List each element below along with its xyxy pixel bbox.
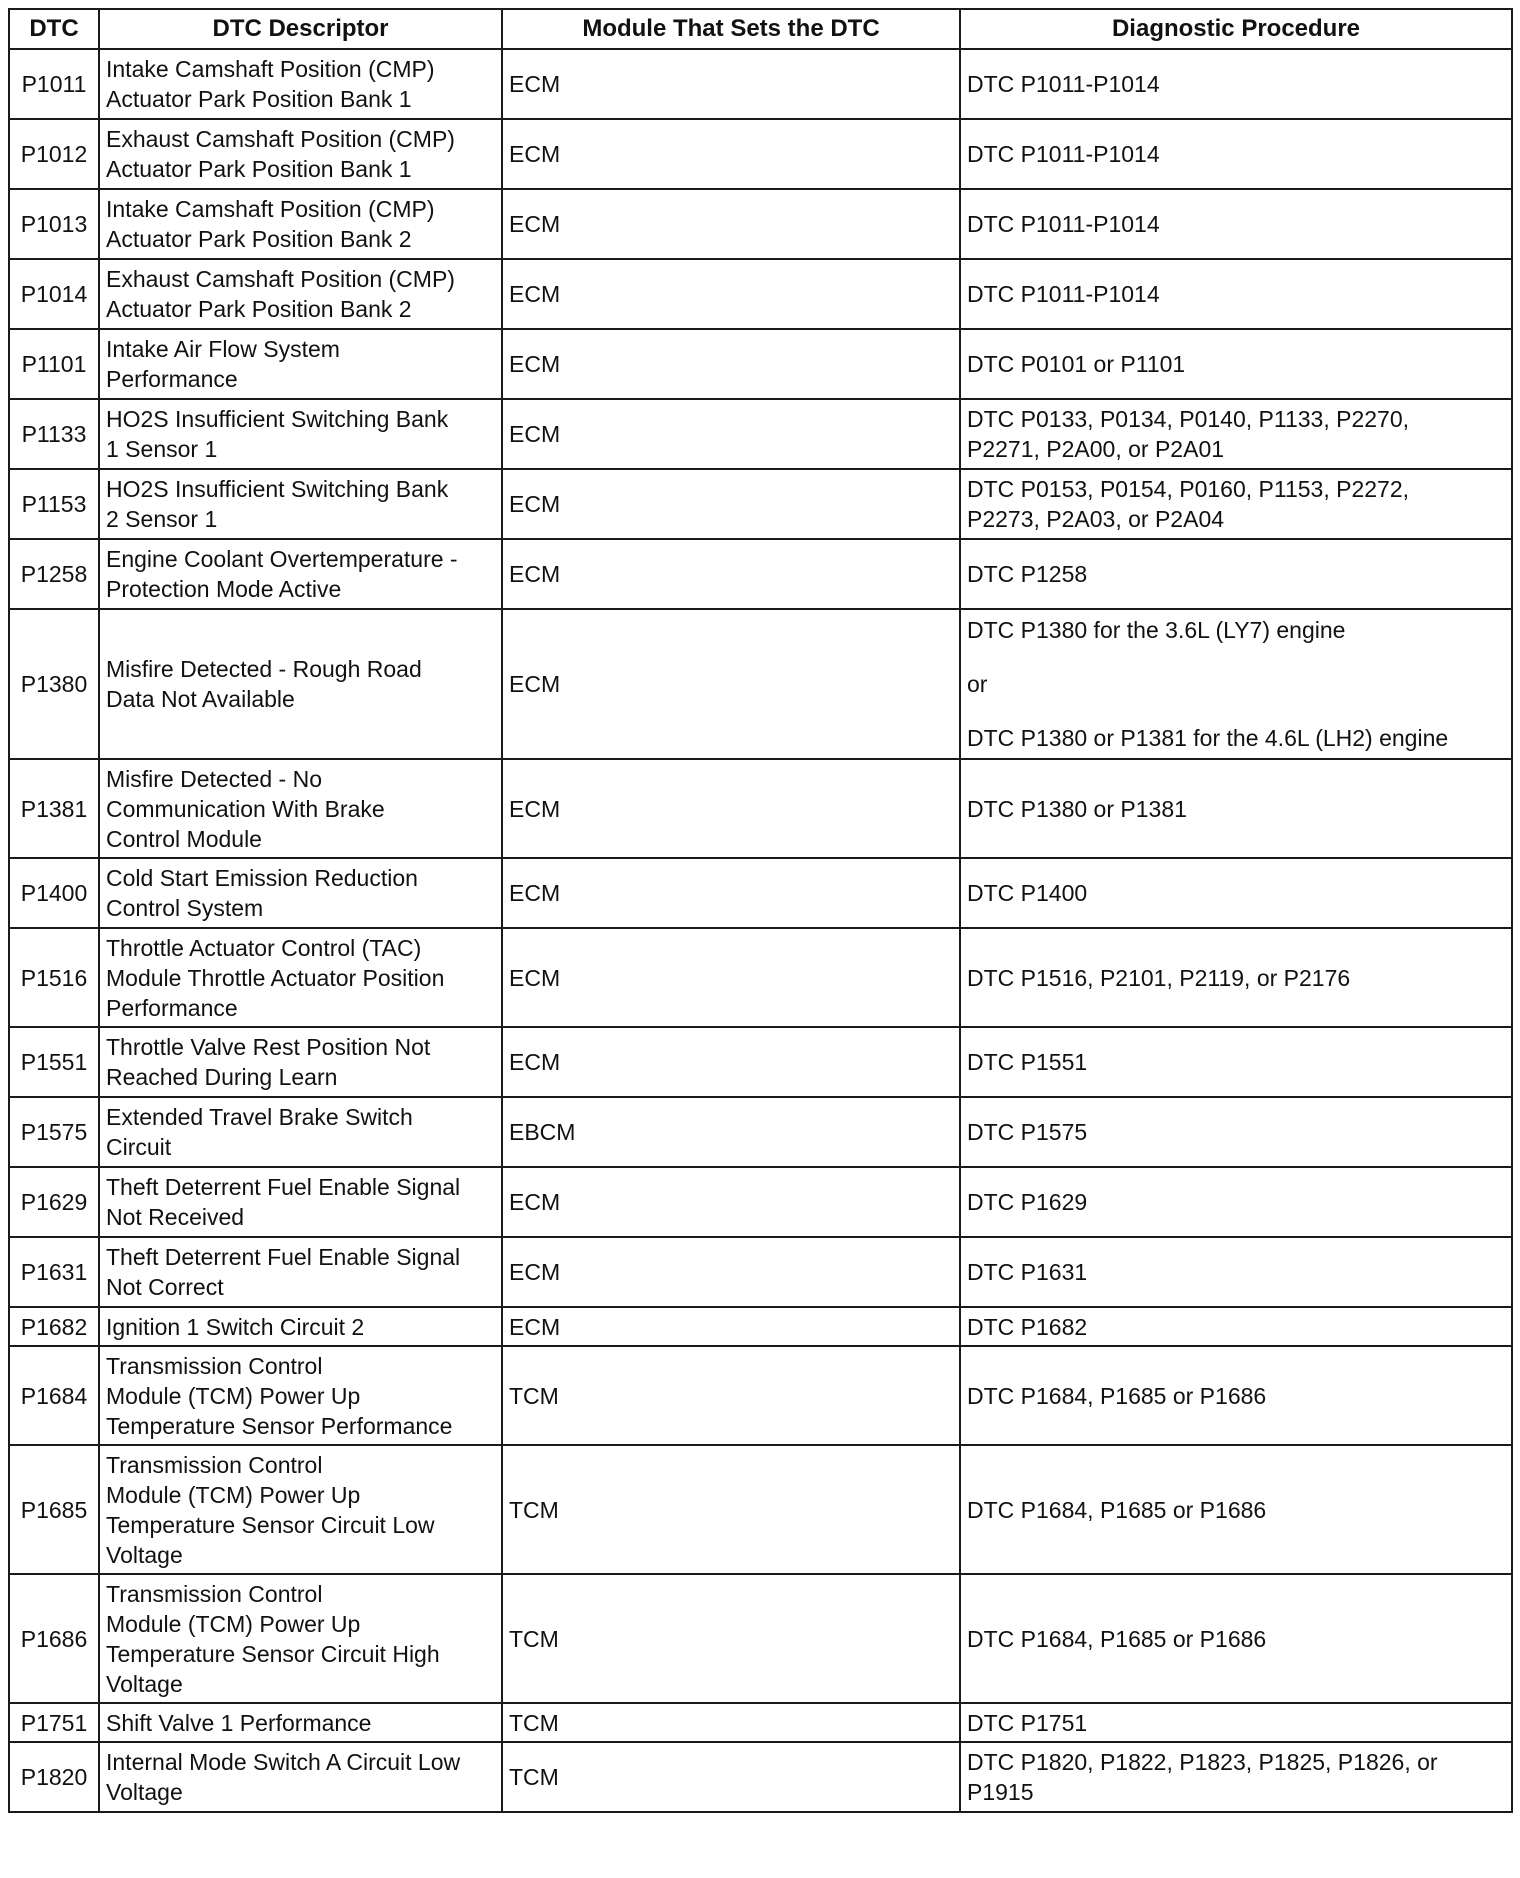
dtc-procedure: DTC P1400 — [960, 858, 1512, 928]
dtc-module: ECM — [502, 329, 960, 399]
dtc-code: P1400 — [9, 858, 99, 928]
dtc-procedure: DTC P1551 — [960, 1027, 1512, 1097]
dtc-module: ECM — [502, 539, 960, 609]
dtc-code: P1629 — [9, 1167, 99, 1237]
table-row — [9, 49, 1512, 119]
dtc-descriptor: Intake Air Flow System Performance — [99, 329, 502, 399]
dtc-code: P1011 — [9, 49, 99, 119]
dtc-module: ECM — [502, 1237, 960, 1307]
dtc-code: P1012 — [9, 119, 99, 189]
dtc-procedure: DTC P0153, P0154, P0160, P1153, P2272, P2273, P2A03, or P2A04 — [960, 469, 1512, 539]
dtc-descriptor: Engine Coolant Overtemperature - Protection Mode Active — [99, 539, 502, 609]
dtc-module: ECM — [502, 928, 960, 1027]
dtc-procedure: DTC P1380 or P1381 — [960, 759, 1512, 858]
dtc-procedure: DTC P0101 or P1101 — [960, 329, 1512, 399]
dtc-code: P1133 — [9, 399, 99, 469]
dtc-code: P1014 — [9, 259, 99, 329]
dtc-procedure — [960, 609, 1512, 759]
dtc-code: P1153 — [9, 469, 99, 539]
table-row — [9, 539, 1512, 609]
dtc-module: ECM — [502, 1167, 960, 1237]
dtc-procedure: DTC P1575 — [960, 1097, 1512, 1167]
dtc-code: P1684 — [9, 1346, 99, 1445]
table-row — [9, 1097, 1512, 1167]
dtc-procedure: DTC P1682 — [960, 1307, 1512, 1346]
dtc-code: P1820 — [9, 1742, 99, 1812]
dtc-module: ECM — [502, 469, 960, 539]
table-row — [9, 1167, 1512, 1237]
header-module: Module That Sets the DTC — [502, 9, 960, 49]
dtc-module: ECM — [502, 1307, 960, 1346]
dtc-descriptor: Misfire Detected - Rough Road Data Not Available — [99, 609, 502, 759]
dtc-module: ECM — [502, 1027, 960, 1097]
procedure-spacer — [967, 645, 1505, 669]
dtc-descriptor: Transmission Control Module (TCM) Power Up Temperature Sensor Circuit High Voltage — [99, 1574, 502, 1703]
dtc-procedure: DTC P1516, P2101, P2119, or P2176 — [960, 928, 1512, 1027]
table-row — [9, 399, 1512, 469]
table-row — [9, 858, 1512, 928]
dtc-descriptor: Transmission Control Module (TCM) Power Up Temperature Sensor Performance — [99, 1346, 502, 1445]
dtc-code: P1682 — [9, 1307, 99, 1346]
table-row — [9, 1237, 1512, 1307]
dtc-procedure: DTC P1011-P1014 — [960, 189, 1512, 259]
dtc-descriptor: Intake Camshaft Position (CMP) Actuator Park Position Bank 2 — [99, 189, 502, 259]
table-row — [9, 1742, 1512, 1812]
dtc-descriptor: Exhaust Camshaft Position (CMP) Actuator Park Position Bank 2 — [99, 259, 502, 329]
procedure-line: DTC P1380 for the 3.6L (LY7) engine — [967, 617, 1346, 643]
dtc-descriptor: Internal Mode Switch A Circuit Low Voltage — [99, 1742, 502, 1812]
dtc-descriptor: Theft Deterrent Fuel Enable Signal Not Correct — [99, 1237, 502, 1307]
dtc-code: P1258 — [9, 539, 99, 609]
dtc-descriptor: Ignition 1 Switch Circuit 2 — [99, 1307, 502, 1346]
dtc-procedure: DTC P1258 — [960, 539, 1512, 609]
dtc-procedure: DTC P1751 — [960, 1703, 1512, 1742]
dtc-code: P1631 — [9, 1237, 99, 1307]
table-row — [9, 469, 1512, 539]
dtc-code: P1551 — [9, 1027, 99, 1097]
dtc-descriptor: Transmission Control Module (TCM) Power Up Temperature Sensor Circuit Low Voltage — [99, 1445, 502, 1574]
dtc-code: P1751 — [9, 1703, 99, 1742]
dtc-module: TCM — [502, 1574, 960, 1703]
dtc-code: P1381 — [9, 759, 99, 858]
dtc-module: ECM — [502, 399, 960, 469]
dtc-module: ECM — [502, 259, 960, 329]
dtc-procedure: DTC P1011-P1014 — [960, 49, 1512, 119]
dtc-procedure: DTC P0133, P0134, P0140, P1133, P2270, P2271, P2A00, or P2A01 — [960, 399, 1512, 469]
table-row — [9, 609, 1512, 759]
procedure-spacer — [967, 699, 1505, 723]
header-procedure: Diagnostic Procedure — [960, 9, 1512, 49]
dtc-procedure: DTC P1011-P1014 — [960, 259, 1512, 329]
dtc-descriptor: Throttle Actuator Control (TAC) Module Throttle Actuator Position Performance — [99, 928, 502, 1027]
dtc-descriptor: Misfire Detected - No Communication With Brake Control Module — [99, 759, 502, 858]
dtc-module: ECM — [502, 189, 960, 259]
table-row — [9, 1346, 1512, 1445]
procedure-line: or — [967, 671, 988, 697]
dtc-table — [8, 8, 1513, 1813]
dtc-procedure: DTC P1684, P1685 or P1686 — [960, 1346, 1512, 1445]
dtc-descriptor: Shift Valve 1 Performance — [99, 1703, 502, 1742]
dtc-procedure: DTC P1011-P1014 — [960, 119, 1512, 189]
dtc-code: P1575 — [9, 1097, 99, 1167]
dtc-code: P1013 — [9, 189, 99, 259]
dtc-code: P1686 — [9, 1574, 99, 1703]
dtc-module: ECM — [502, 609, 960, 759]
dtc-module: EBCM — [502, 1097, 960, 1167]
dtc-code: P1101 — [9, 329, 99, 399]
dtc-module: TCM — [502, 1346, 960, 1445]
table-row — [9, 259, 1512, 329]
procedure-line: DTC P1380 or P1381 for the 4.6L (LH2) engine — [967, 725, 1449, 751]
table-row — [9, 1307, 1512, 1346]
dtc-module: TCM — [502, 1742, 960, 1812]
dtc-procedure: DTC P1684, P1685 or P1686 — [960, 1574, 1512, 1703]
dtc-descriptor: Theft Deterrent Fuel Enable Signal Not Received — [99, 1167, 502, 1237]
dtc-module: ECM — [502, 858, 960, 928]
dtc-descriptor: Cold Start Emission Reduction Control System — [99, 858, 502, 928]
dtc-procedure: DTC P1631 — [960, 1237, 1512, 1307]
table-row — [9, 119, 1512, 189]
dtc-code: P1516 — [9, 928, 99, 1027]
dtc-code: P1380 — [9, 609, 99, 759]
dtc-module: TCM — [502, 1703, 960, 1742]
dtc-descriptor: Extended Travel Brake Switch Circuit — [99, 1097, 502, 1167]
dtc-module: ECM — [502, 759, 960, 858]
table-row — [9, 1703, 1512, 1742]
header-row — [9, 9, 1512, 49]
dtc-code: P1685 — [9, 1445, 99, 1574]
dtc-module: ECM — [502, 119, 960, 189]
dtc-descriptor: HO2S Insufficient Switching Bank 1 Sensor 1 — [99, 399, 502, 469]
dtc-procedure: DTC P1820, P1822, P1823, P1825, P1826, or P1915 — [960, 1742, 1512, 1812]
dtc-procedure: DTC P1629 — [960, 1167, 1512, 1237]
dtc-procedure: DTC P1684, P1685 or P1686 — [960, 1445, 1512, 1574]
dtc-descriptor: Exhaust Camshaft Position (CMP) Actuator Park Position Bank 1 — [99, 119, 502, 189]
dtc-module: ECM — [502, 49, 960, 119]
header-dtc: DTC — [9, 9, 99, 49]
table-row — [9, 1574, 1512, 1703]
table-row — [9, 928, 1512, 1027]
header-descriptor: DTC Descriptor — [99, 9, 502, 49]
table-row — [9, 1027, 1512, 1097]
table-row — [9, 329, 1512, 399]
table-row — [9, 1445, 1512, 1574]
table-row — [9, 189, 1512, 259]
table-row — [9, 759, 1512, 858]
dtc-descriptor: Throttle Valve Rest Position Not Reached During Learn — [99, 1027, 502, 1097]
dtc-descriptor: HO2S Insufficient Switching Bank 2 Sensor 1 — [99, 469, 502, 539]
dtc-module: TCM — [502, 1445, 960, 1574]
dtc-descriptor: Intake Camshaft Position (CMP) Actuator Park Position Bank 1 — [99, 49, 502, 119]
